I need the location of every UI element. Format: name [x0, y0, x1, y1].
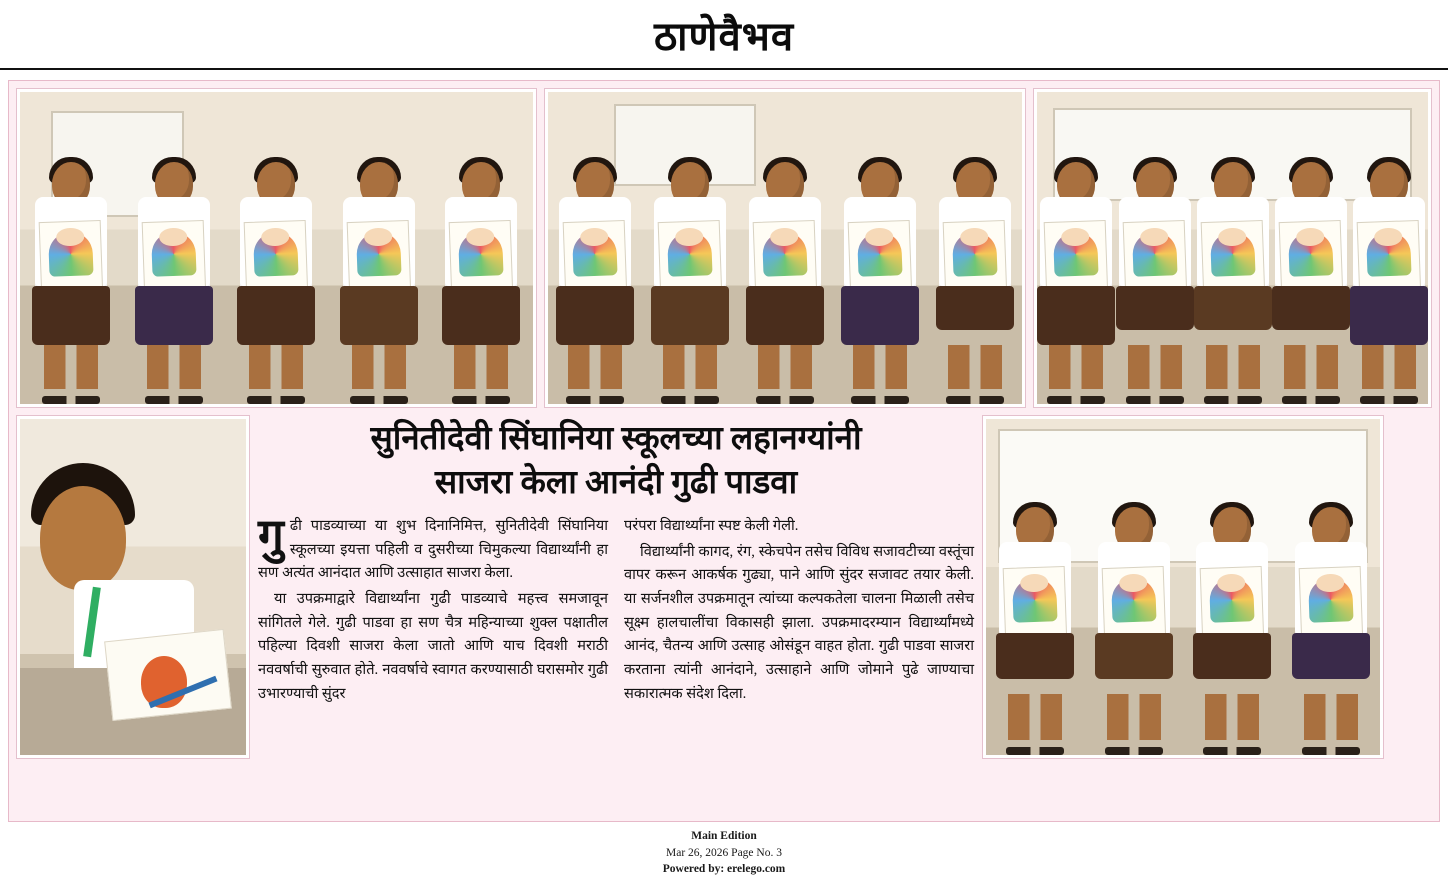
- student: [1201, 502, 1264, 755]
- student: [338, 157, 420, 404]
- drop-cap: गु: [258, 510, 284, 562]
- page-title: [258, 418, 974, 505]
- top-photo-row: [17, 89, 1431, 407]
- photo-group-4: [983, 416, 1383, 758]
- body-paragraph: [258, 510, 608, 586]
- student: [652, 157, 728, 404]
- student-row: [548, 136, 1023, 404]
- student: [440, 157, 522, 404]
- student: [235, 157, 317, 404]
- photo-group-1: [17, 89, 536, 407]
- body-columns: [258, 510, 974, 816]
- page-footer: [0, 828, 1448, 878]
- footer-edition: Main Edition: [691, 830, 757, 842]
- student-row: [1037, 136, 1428, 404]
- article-container: [8, 80, 1440, 822]
- student: [1045, 157, 1107, 404]
- student: [842, 157, 918, 404]
- headline-line-1: सुनितीदेवी सिंघानिया स्कूलच्या लहानग्यांनी: [370, 421, 862, 457]
- student: [937, 157, 1013, 404]
- photo-group-2: [545, 89, 1026, 407]
- headline-line-2: साजरा केला आनंदी गुढी पाडवा: [434, 464, 798, 501]
- student: [133, 157, 215, 404]
- masthead-title: ठाणेवैभव: [653, 13, 795, 59]
- student: [30, 157, 112, 404]
- student: [1201, 157, 1263, 404]
- student: [1299, 502, 1362, 755]
- body-paragraph: विद्यार्थ्यांनी कागद, रंग, स्केचपेन तसेच विविध सजावटीच्या वस्तूंचा वापर करून आकर्षक गुढ्या, पाने आणि सुंदर सजावट तयार केली. या सर्जनशील उपक्रमातून त्यांच्या कल्पकतेला चालना मिळाली तसेच सूक्ष्म हालचालींचा विकासही झाला. उपक्रमादरम्यान विद्यार्थ्यांमध्ये आनंद, चैतन्य आणि उत्साह ओसंडून वाहत होता. गुढी पाडवा साजरा करताना त्यांनी आनंदाने, उत्साहाने आणि जोमाने पुढे जाण्याचा सकारात्मक संदेश दिला.: [624, 543, 974, 702]
- paragraph-text: ढी पाडव्याच्या या शुभ दिनानिमित्त, सुनितीदेवी सिंघानिया स्कूलच्या इयत्ता पहिली व दुसरीच्या चिमुकल्या विद्यार्थ्यांनी हा सण अत्यंत आनंदात आणि उत्साहात साजरा केला.: [258, 518, 608, 582]
- footer-date-page: Mar 26, 2026 Page No. 3: [666, 846, 782, 859]
- student: [557, 157, 633, 404]
- body-paragraph: परंपरा विद्यार्थ्यांना स्पष्ट केली गेली.: [624, 518, 799, 535]
- footer-powered-by: Powered by: erelego.com: [662, 863, 786, 876]
- student: [1280, 157, 1342, 404]
- body-paragraph: या उपक्रमाद्वारे विद्यार्थ्यांना गुढी पाडव्याचे महत्त्व समजावून सांगितले गेले. गुढी पाडवा हा सण चैत्र महिन्याच्या शुक्ल पक्षातील पहिल्या दिवशी साजरा केला जातो आणि याच दिवशी मराठी नववर्षाची सुरुवात होते. नववर्षाचे स्वागत करण्यासाठी घरासमोर गुढी उभारण्याची सुंदर: [258, 591, 608, 702]
- student: [747, 157, 823, 404]
- student-face: [40, 486, 126, 590]
- student: [1358, 157, 1420, 404]
- student: [1102, 502, 1165, 755]
- lower-section: [17, 416, 1431, 816]
- body-column-left: [258, 510, 608, 816]
- student: [1123, 157, 1185, 404]
- photo-student-desk: [17, 416, 249, 758]
- student-row: [986, 479, 1380, 755]
- photo-group-3: [1034, 89, 1431, 407]
- student: [1004, 502, 1067, 755]
- student-row: [20, 136, 533, 404]
- body-column-right: [624, 515, 974, 816]
- masthead: [0, 0, 1448, 70]
- article-text-column: [258, 416, 974, 816]
